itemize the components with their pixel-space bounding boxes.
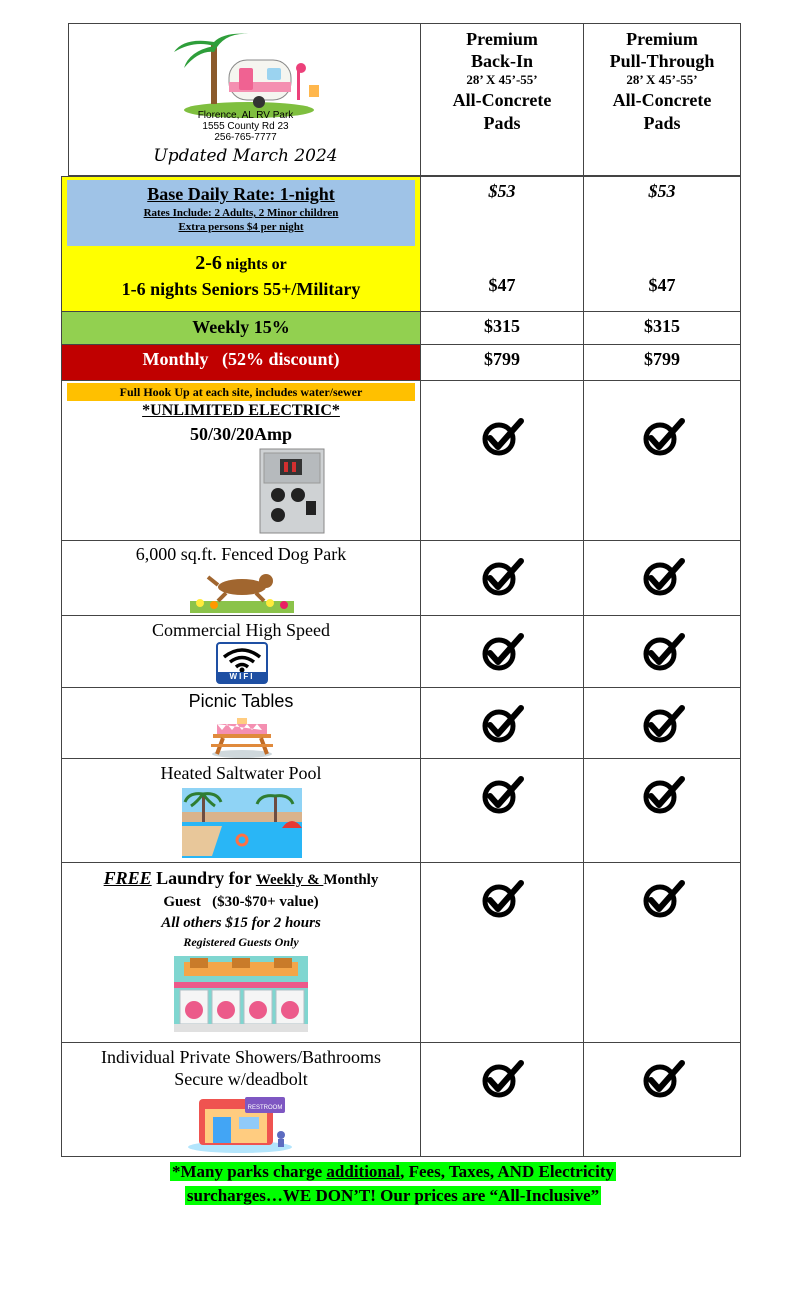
restroom-image [185,1095,295,1153]
backin-concrete: All-Concrete [452,90,552,110]
base-price-pullthrough: $53 [648,181,676,201]
base-rate-note-2: Extra persons $4 per night [178,221,304,233]
laundry-registered: Registered Guests Only [183,935,299,949]
updated-date: Updated March 2024 [153,146,338,166]
footer-line-2: surcharges…WE DON’T! Our prices are “All-Inclusive” [186,1186,600,1205]
multi-night-rest: nights or [221,256,287,273]
pullthrough-premium: Premium [626,29,698,49]
unlimited-electric: *UNLIMITED ELECTRIC* [142,402,340,419]
wifi-icon [218,645,266,673]
multi-price-pullthrough: $47 [648,275,676,295]
hookup-backin-cell [420,380,584,541]
wifi-pullthrough-cell [583,615,741,688]
laundry-line-1 [62,867,420,891]
amp-options: 50/30/20Amp [189,424,292,444]
wifi-badge [216,642,268,684]
wifi-badge-text: WIFI [218,672,266,682]
rv-park-logo-image [169,30,329,120]
backin-premium: Premium [466,29,538,49]
weekly-label-cell [61,311,421,345]
base-rate-title: Base Daily Rate: 1-night [147,184,335,204]
backin-pads: Pads [483,113,521,133]
header-backin-cell [420,23,584,176]
footer-text-c: , Fees, Taxes, AND Electricity [400,1162,614,1181]
footer-note [0,1160,786,1208]
wifi-cell [61,615,421,688]
pullthrough-concrete: All-Concrete [612,90,712,110]
multi-price-backin: $47 [488,275,516,295]
pool-pullthrough-cell [583,758,741,863]
dog-park-image [190,567,294,613]
check-icon [481,417,525,457]
rate-base-cell [61,176,421,312]
picnic-pullthrough-cell [583,687,741,759]
rate-base-backin-cell [420,176,584,312]
weekly-price-pullthrough: $315 [644,316,680,336]
pool-cell [61,758,421,863]
laundry-room-image [174,956,308,1032]
pool-label: Heated Saltwater Pool [160,763,322,783]
restroom-sign-text: RESTROOM [247,1105,283,1111]
laundry-others: All others $15 for 2 hours [161,915,321,931]
check-icon [481,879,525,919]
weekly-pullthrough-cell [583,311,741,345]
showers-backin-cell [420,1042,584,1157]
park-phone: 256-765-7777 [214,132,277,143]
base-price-backin: $53 [488,181,516,201]
check-icon [642,632,686,672]
check-icon [642,704,686,744]
laundry-weekly: Weekly & [255,872,324,888]
multi-night-line-2: 1-6 nights Seniors 55+/Military [121,279,361,299]
dogpark-cell [61,540,421,616]
wifi-label: Commercial High Speed [152,620,330,640]
check-icon [481,1059,525,1099]
electric-pedestal-image [258,447,326,535]
monthly-price-backin: $799 [484,349,520,369]
check-icon [481,557,525,597]
check-icon [642,1059,686,1099]
pullthrough-type: Pull-Through [609,51,715,71]
check-icon [642,775,686,815]
hookup-pullthrough-cell [583,380,741,541]
laundry-for: Laundry for [151,868,256,888]
showers-cell [61,1042,421,1157]
laundry-free: FREE [103,868,152,888]
check-icon [642,879,686,919]
wifi-backin-cell [420,615,584,688]
footer-text-a: *Many parks charge [171,1162,327,1181]
backin-size: 28’ X 45’-55’ [466,72,538,87]
base-rate-box [67,180,415,246]
footer-line-1 [0,1160,786,1184]
hookup-banner: Full Hook Up at each site, includes water/sewer [67,383,415,401]
pullthrough-pads: Pads [643,113,681,133]
dogpark-label: 6,000 sq.ft. Fenced Dog Park [135,544,347,564]
picnic-backin-cell [420,687,584,759]
park-address: 1555 County Rd 23 [202,121,289,132]
picnic-table-image [209,714,275,758]
pool-image [182,788,302,858]
monthly-backin-cell [420,344,584,381]
laundry-backin-cell [420,862,584,1043]
monthly-price-pullthrough: $799 [644,349,680,369]
rate-base-pullthrough-cell [583,176,741,312]
laundry-cell [61,862,421,1043]
monthly-label: Monthly (52% discount) [142,349,340,369]
laundry-guest: Guest ($30-$70+ value) [163,894,319,910]
weekly-label: Weekly 15% [192,317,290,337]
base-rate-note-1: Rates Include: 2 Adults, 2 Minor children [143,207,339,219]
check-icon [481,632,525,672]
monthly-label-cell [61,344,421,381]
laundry-pullthrough-cell [583,862,741,1043]
check-icon [481,775,525,815]
park-name: Florence, AL RV Park [197,110,294,121]
pullthrough-size: 28’ X 45’-55’ [626,72,698,87]
weekly-backin-cell [420,311,584,345]
check-icon [642,557,686,597]
pool-backin-cell [420,758,584,863]
showers-line-2: Secure w/deadbolt [174,1069,308,1089]
laundry-monthly: Monthly [323,872,379,888]
header-pullthrough-cell [583,23,741,176]
header-logo-cell [68,23,421,176]
check-icon [481,704,525,744]
footer-text-additional: additional [326,1162,401,1181]
multi-night-line-1 [62,251,420,277]
dogpark-pullthrough-cell [583,540,741,616]
dogpark-backin-cell [420,540,584,616]
picnic-label: Picnic Tables [188,691,294,711]
hookup-cell [61,380,421,541]
showers-line-1: Individual Private Showers/Bathrooms [101,1047,381,1067]
check-icon [642,417,686,457]
multi-night-range: 2-6 [195,252,222,274]
showers-pullthrough-cell [583,1042,741,1157]
monthly-pullthrough-cell [583,344,741,381]
picnic-cell [61,687,421,759]
weekly-price-backin: $315 [484,316,520,336]
backin-type: Back-In [470,51,533,71]
